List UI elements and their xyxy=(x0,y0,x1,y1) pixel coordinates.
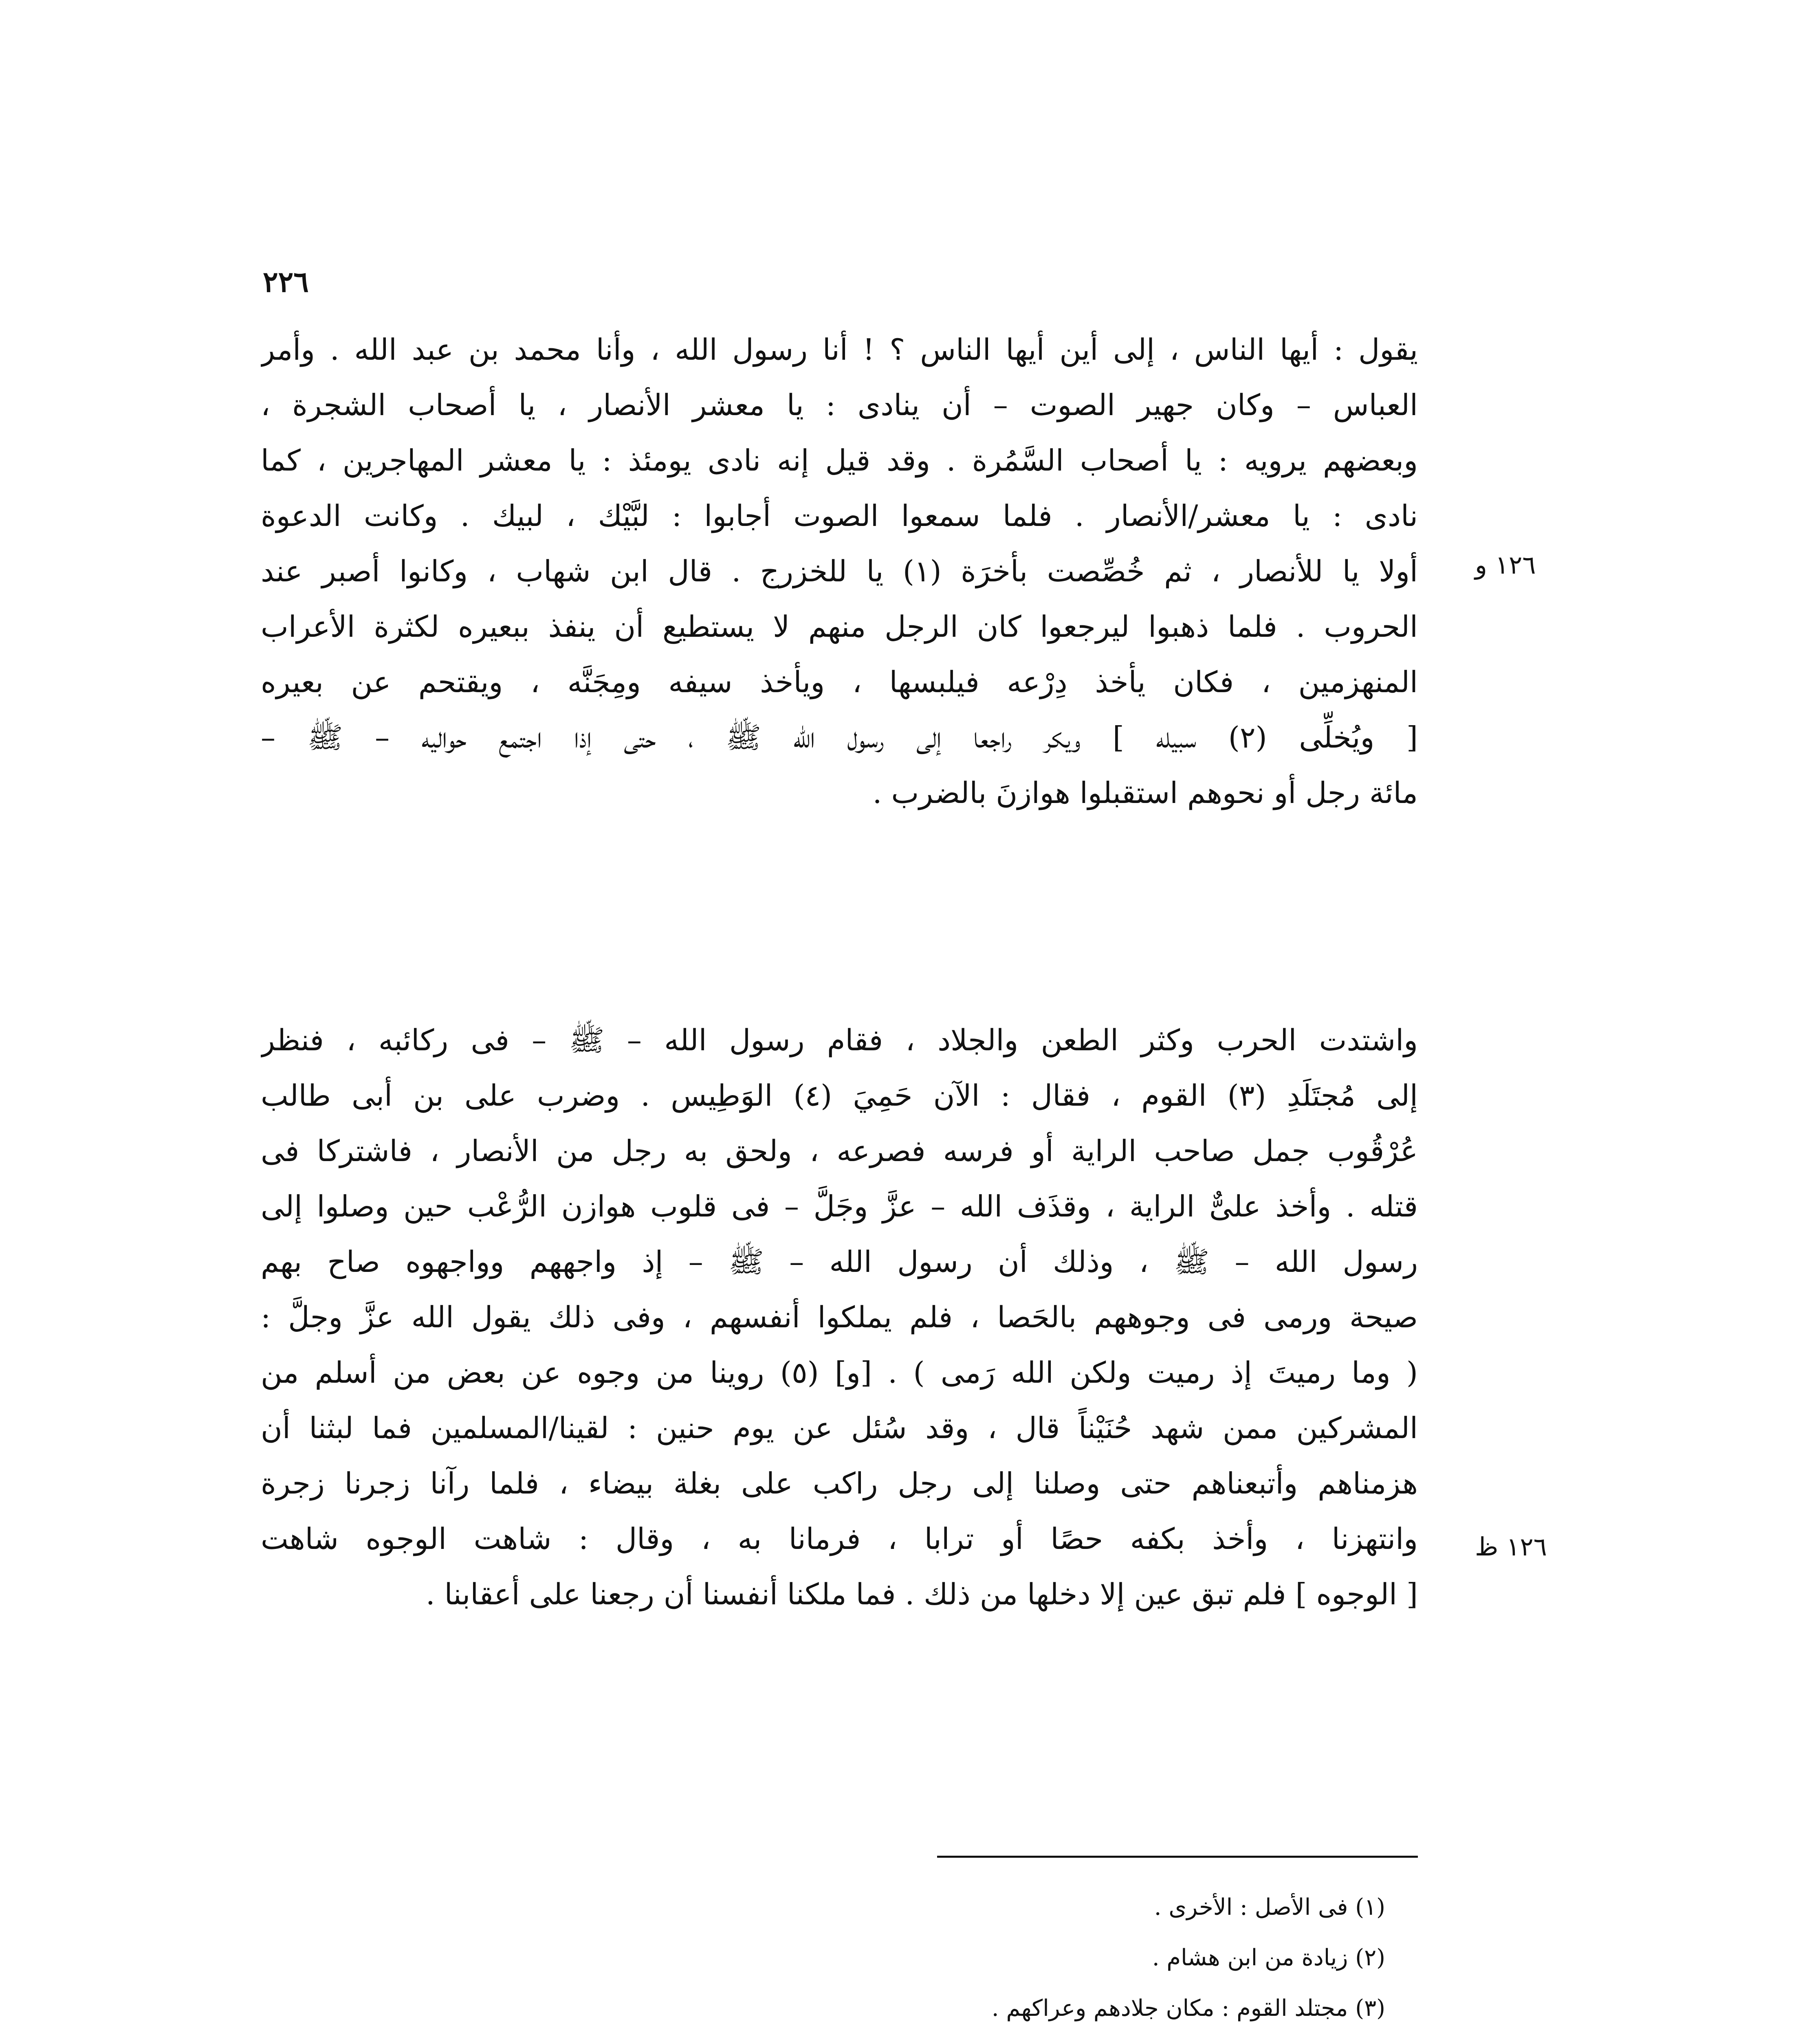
margin-folio-note: ١٢٦ و xyxy=(1475,550,1536,580)
text-line: صيحة ورمى فى وجوههم بالحَصا ، فلم يملكوا أنفسهم ، وفى ذلك يقول الله عزَّ وجلَّ : xyxy=(261,1300,1418,1334)
page-number: ٢٢٦ xyxy=(263,265,309,299)
footnote: (٣) مجتلد القوم : مكان جلادهم وعراكهم . xyxy=(991,1995,1385,2022)
paragraph xyxy=(261,322,1418,821)
text-line: [ الوجوه ] فلم تبق عين إلا دخلها من ذلك . فما ملكنا أنفسنا أن رجعنا على أعقابنا . xyxy=(425,1577,1418,1611)
footnote: (٢) زيادة من ابن هشام . xyxy=(1152,1945,1385,1971)
paragraph xyxy=(261,1012,1418,1622)
text-line: أولا يا للأنصار ، ثم خُصِّصت بأخرَة (١) يا للخزرج . قال ابن شهاب ، وكانوا أصبر عند xyxy=(261,554,1418,588)
text-line: نادى : يا معشر/الأنصار . فلما سمعوا الصوت أجابوا : لبَّيْك ، لبيك . وكانت الدعوة xyxy=(261,499,1418,533)
footnote xyxy=(285,2034,1385,2037)
text-line: هزمناهم وأتبعناهم حتى وصلنا إلى رجل راكب على بغلة بيضاء ، فلما رآنا زجرنا زجرة xyxy=(261,1466,1418,1500)
text-line: المشركين ممن شهد حُنَيْناً قال ، وقد سُئل عن يوم حنين : لقينا/المسلمين فما لبثنا أن xyxy=(261,1411,1418,1445)
text-line: الحروب . فلما ذهبوا ليرجعوا كان الرجل منهم لا يستطيع أن ينفذ ببعيره لكثرة الأعراب xyxy=(261,609,1418,644)
text-line: المنهزمين ، فكان يأخذ دِرْعه فيلبسها ، ويأخذ سيفه ومِجَنَّه ، ويقتحم عن بعيره xyxy=(261,665,1418,699)
footnote-separator xyxy=(937,1856,1418,1858)
margin-folio-note: ١٢٦ ظ xyxy=(1475,1532,1547,1562)
text-line: رسول الله – ﷺ ، وذلك أن رسول الله – ﷺ – إذ واجههم وواجهوه صاح بهم xyxy=(261,1245,1418,1279)
text-line: إلى مُجتَلَدِ (٣) القوم ، فقال : الآن حَمِيَ (٤) الوَطِيس . وضرب على بن أبى طالب xyxy=(261,1078,1418,1113)
text-line: ( وما رميتَ إذ رميت ولكن الله رَمى ) . [و] (٥) روينا من وجوه عن بعض من أسلم من xyxy=(261,1355,1418,1390)
text-line: [ ويُخلِّى (٢) سبيله ] ويكر راجعا إلى رسول الله ﷺ ، حتى إذا اجتمع حواليه – ﷺ – xyxy=(261,720,1418,755)
text-line: قتله . وأخذ علىٌّ الراية ، وقذَف الله – عزَّ وجَلَّ – فى قلوب هوازن الرُّعْب حين وصلوا إلى xyxy=(261,1189,1418,1223)
text-line: واشتدت الحرب وكثر الطعن والجلاد ، فقام رسول الله – ﷺ – فى ركائبه ، فنظر xyxy=(261,1023,1418,1057)
text-line: عُرْقُوب جمل صاحب الراية أو فرسه فصرعه ، ولحق به رجل من الأنصار ، فاشتركا فى xyxy=(261,1134,1418,1168)
text-line: يقول : أيها الناس ، إلى أين أيها الناس ؟ ! أنا رسول الله ، وأنا محمد بن عبد الله . وأمر xyxy=(261,332,1418,367)
footnotes xyxy=(285,1882,1385,2037)
text-line: وانتهزنا ، وأخذ بكفه حصًا أو ترابا ، فرمانا به ، وقال : شاهت الوجوه شاهت xyxy=(261,1522,1418,1556)
footnote: (١) فى الأصل : الأخرى . xyxy=(1154,1894,1385,1920)
text-line: مائة رجل أو نحوهم استقبلوا هوازنَ بالضرب . xyxy=(872,776,1418,810)
text-line: وبعضهم يرويه : يا أصحاب السَّمُرة . وقد قيل إنه نادى يومئذ : يا معشر المهاجرين ، كما xyxy=(261,443,1418,477)
text-line: العباس – وكان جهير الصوت – أن ينادى : يا معشر الأنصار ، يا أصحاب الشجرة ، xyxy=(261,388,1418,422)
